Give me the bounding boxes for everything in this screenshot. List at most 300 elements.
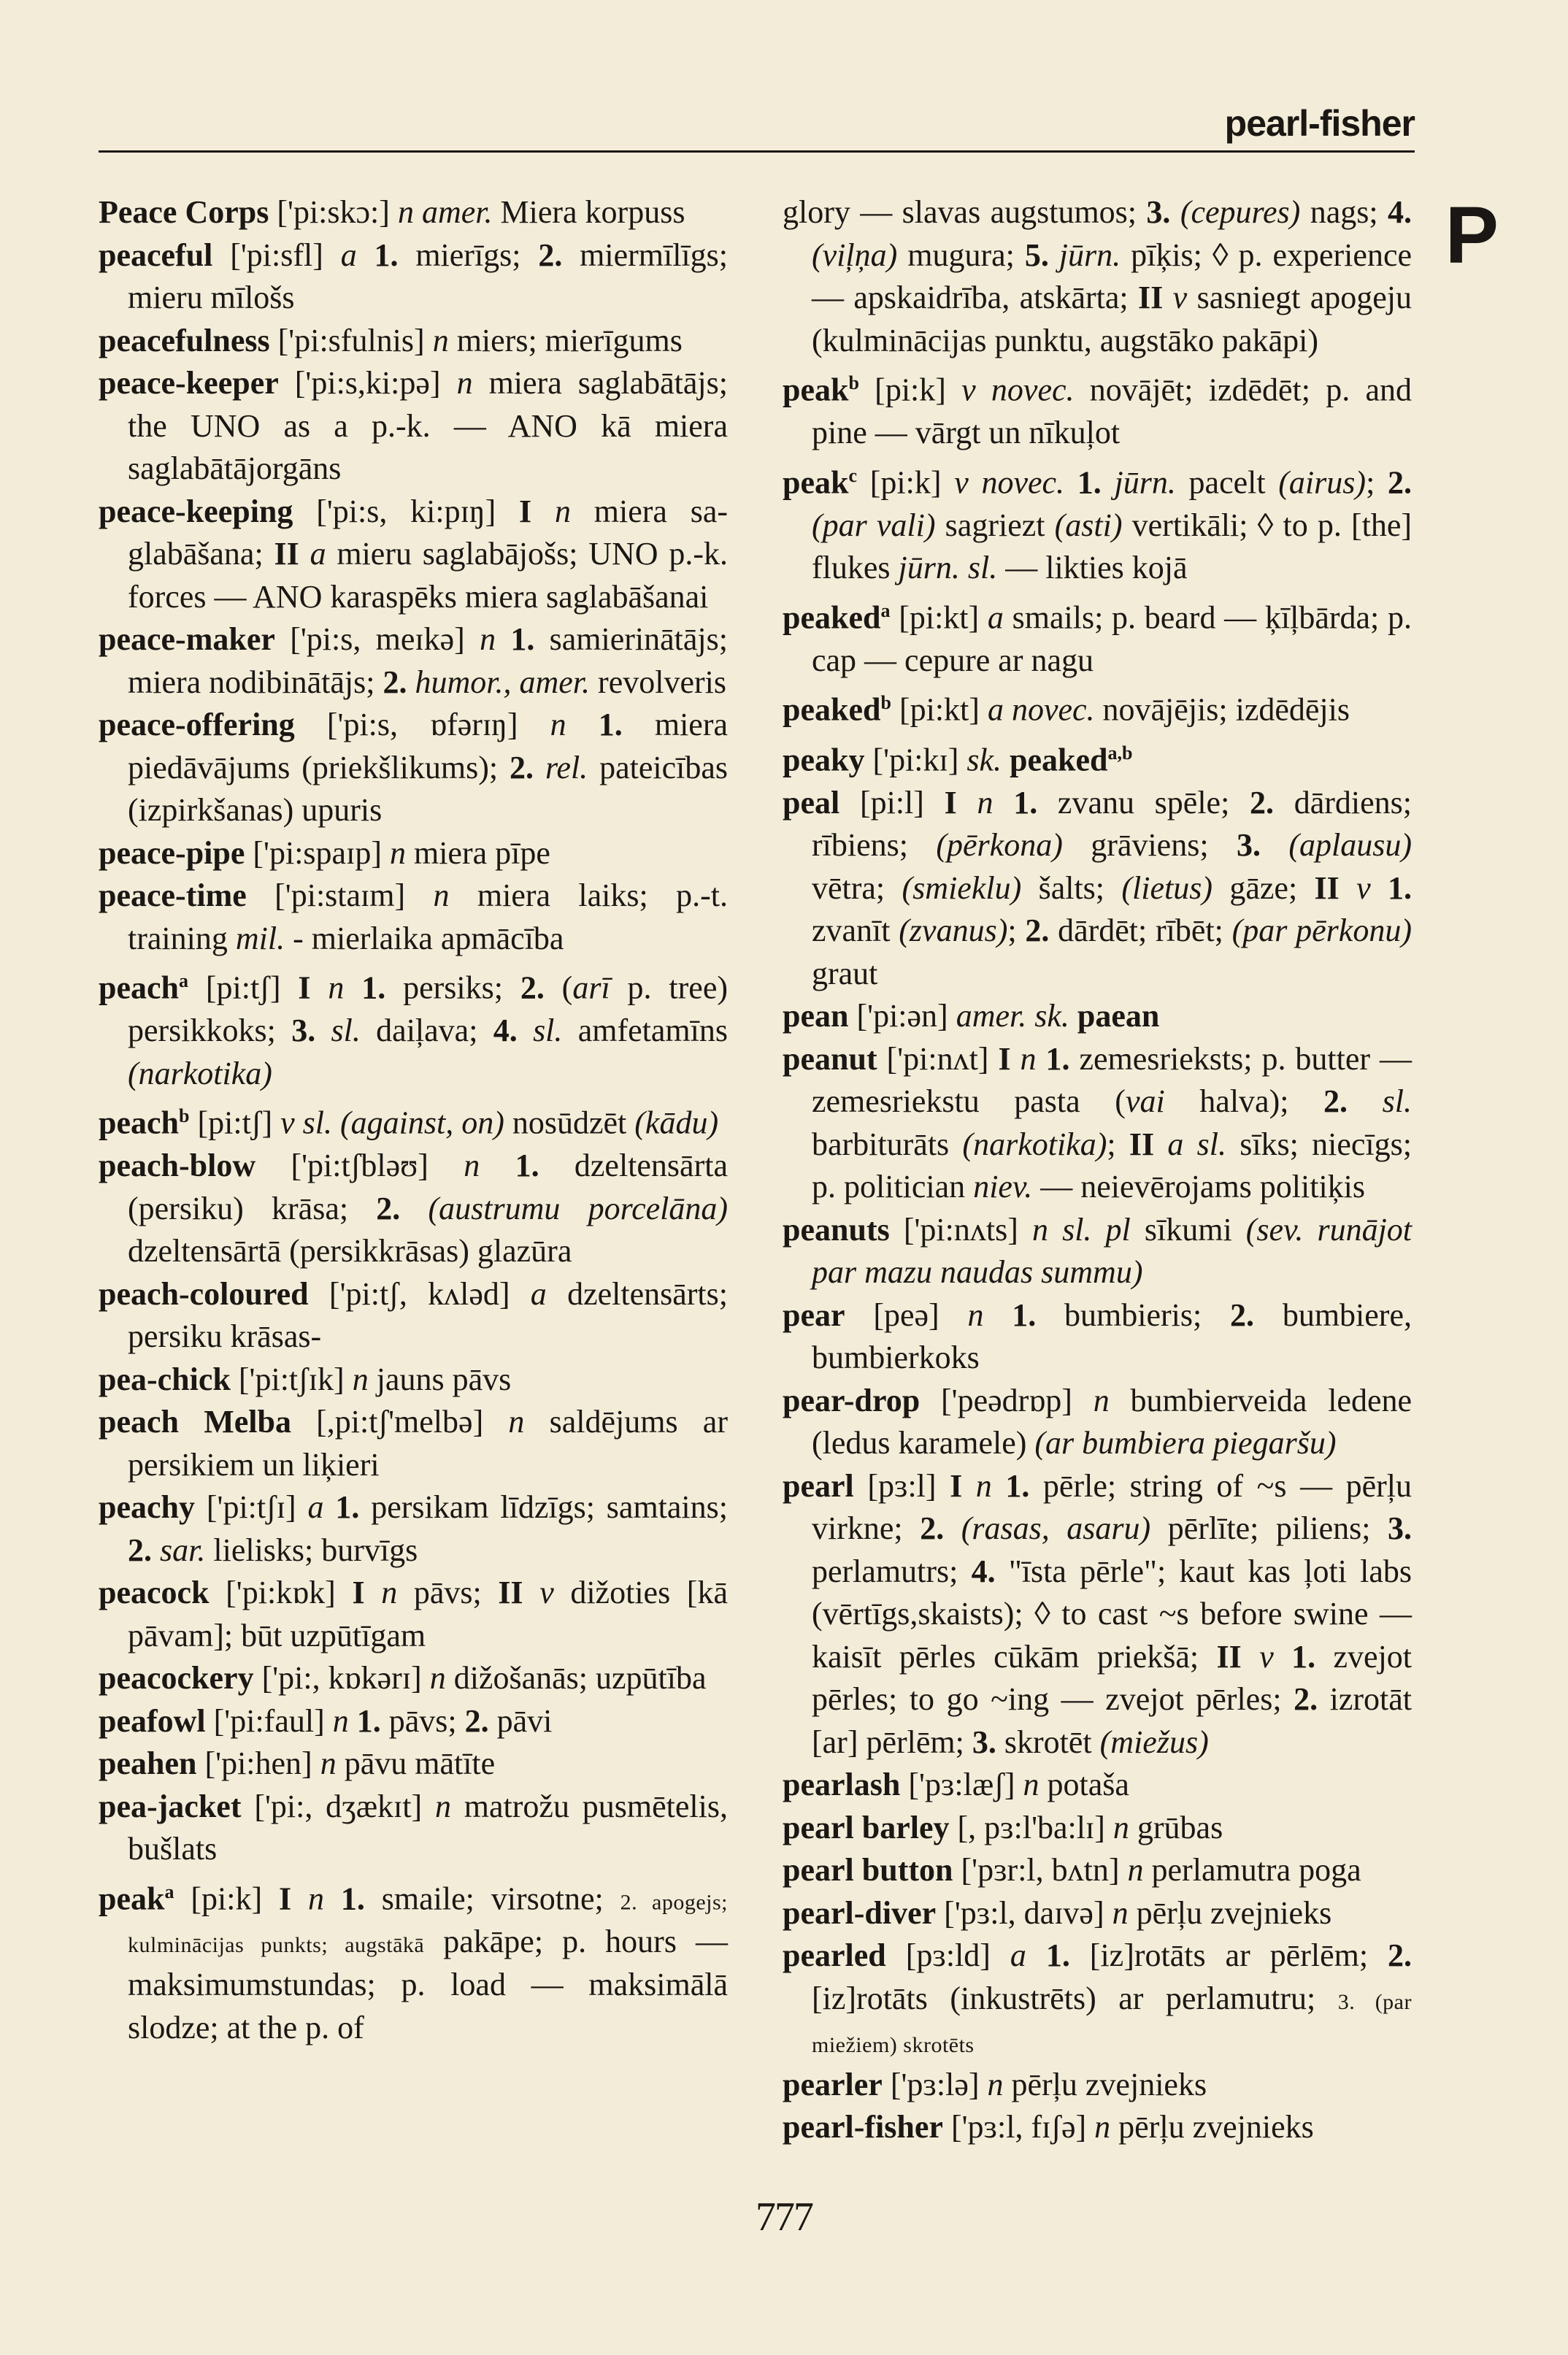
entry-text: izrotāt [ar] pērlēm; bbox=[812, 1681, 1412, 1760]
entry-text bbox=[1064, 464, 1077, 500]
grammar-label: n bbox=[508, 1404, 525, 1440]
grammar-label: n bbox=[389, 834, 406, 871]
entry-text: dzeltensārtā (persikkrāsas) glazūra bbox=[128, 1233, 572, 1269]
entry-text: [pɜ:ld] bbox=[885, 1937, 1010, 1974]
entry-text: bumbieris; bbox=[1036, 1296, 1231, 1333]
entry-text: mugura; bbox=[897, 237, 1025, 273]
grammar-label: n bbox=[464, 1148, 480, 1184]
headword: peach-coloured bbox=[99, 1275, 309, 1312]
entry-text: ['pi:ən] bbox=[848, 998, 956, 1034]
headword: peafowl bbox=[99, 1702, 206, 1739]
entry-text: barbiturāts bbox=[812, 1126, 963, 1162]
grammar-label: n bbox=[352, 1361, 369, 1397]
entry-text bbox=[480, 1148, 515, 1183]
grammar-label: v bbox=[539, 1575, 554, 1611]
headword: peace-time bbox=[99, 877, 247, 913]
entry-text: vētra; bbox=[812, 869, 902, 906]
entry-text bbox=[1348, 1083, 1383, 1119]
homonym-superscript: a bbox=[880, 599, 891, 621]
headword: 1. bbox=[374, 237, 399, 273]
entry-text bbox=[518, 1013, 533, 1048]
entry-text: dzeltensārta (persiku) krāsa; bbox=[128, 1148, 728, 1226]
entry-text bbox=[344, 970, 361, 1006]
headword: II bbox=[1314, 869, 1340, 906]
entry-text: dārdiens; rībiens; bbox=[812, 784, 1413, 864]
dictionary-entry bbox=[99, 704, 728, 832]
headword: pea-chick bbox=[99, 1361, 231, 1397]
grammar-label: sl. bbox=[1382, 1083, 1412, 1120]
homonym-superscript: b bbox=[179, 1105, 190, 1127]
grammar-label: (ar bumbiera piegaršu) bbox=[1034, 1425, 1337, 1461]
grammar-label: a sl. bbox=[1167, 1126, 1226, 1162]
homonym-superscript: b bbox=[880, 692, 891, 714]
headword: 1. bbox=[1045, 1040, 1070, 1077]
entry-text: [iz]rotāts (inkustrēts) ar perlamutru; bbox=[812, 1980, 1338, 2016]
dictionary-entry bbox=[99, 1273, 728, 1359]
grammar-label: n bbox=[975, 1467, 992, 1504]
dictionary-entry bbox=[99, 875, 728, 960]
header-rule bbox=[99, 150, 1415, 153]
grammar-label: v novec. bbox=[961, 372, 1075, 408]
grammar-label: n bbox=[1112, 1809, 1129, 1845]
entry-text bbox=[1340, 870, 1356, 906]
entry-text bbox=[1026, 1937, 1046, 1973]
headword: 1. bbox=[1012, 1296, 1037, 1333]
headword: 2. bbox=[538, 237, 563, 273]
headword: pearler bbox=[783, 2066, 883, 2102]
headword: peace-pipe bbox=[99, 834, 245, 871]
entry-text: saldējums ar persikiem un liķieri bbox=[128, 1404, 728, 1483]
headword: 1. bbox=[1388, 869, 1413, 906]
grammar-label: arī bbox=[572, 969, 610, 1006]
entry-text: miers; mierīgums bbox=[448, 322, 683, 358]
entry-text: bumbierveida ledene (ledus karamele) bbox=[812, 1382, 1412, 1461]
dictionary-entry bbox=[99, 960, 728, 1095]
headword: peaked bbox=[783, 692, 881, 729]
entry-text: "īsta pērle"; kaut kas ļoti labs (vērtīgs,skaists); ◊ to cast ~s before swine — kaisīt pērles cūkām priekšā; bbox=[812, 1553, 1413, 1675]
entry-text bbox=[1242, 1639, 1259, 1675]
headword: I bbox=[298, 969, 311, 1006]
entry-text bbox=[1274, 1639, 1291, 1675]
dictionary-entry bbox=[99, 1700, 728, 1743]
headword: pearl-fisher bbox=[783, 2109, 943, 2145]
headword: peak bbox=[783, 464, 849, 501]
dictionary-entry bbox=[99, 618, 728, 704]
headword: 2. bbox=[1294, 1681, 1318, 1718]
dictionary-entry bbox=[99, 1871, 728, 2050]
entry-text: [iz]rotāts ar pērlēm; bbox=[1069, 1937, 1388, 1974]
grammar-label: (sev. runājot par mazu naudas summu) bbox=[812, 1211, 1413, 1291]
entry-text: pāvs; bbox=[397, 1575, 499, 1611]
entry-text bbox=[291, 1880, 308, 1916]
grammar-label: n bbox=[554, 493, 571, 529]
entry-text: perlamutrs; bbox=[812, 1553, 972, 1589]
entry-text: pērļu zvejnieks bbox=[1110, 2109, 1314, 2145]
grammar-label: n sl. pl bbox=[1031, 1211, 1131, 1248]
headword: 3. bbox=[1236, 827, 1261, 864]
headword: pearl-diver bbox=[783, 1894, 937, 1931]
homonym-superscript: a bbox=[164, 1880, 174, 1902]
entry-text: nags; bbox=[1300, 194, 1388, 230]
entry-text bbox=[1261, 827, 1288, 863]
grammar-label: n bbox=[381, 1575, 398, 1611]
entry-text: zvanu spēle; bbox=[1037, 784, 1250, 821]
entry-text: novājēt; izdēdēt; p. and pine — vārgt un nīkuļot bbox=[812, 372, 1412, 451]
homonym-superscript: c bbox=[848, 464, 858, 486]
headword: 3. bbox=[1146, 194, 1171, 230]
grammar-label: n bbox=[967, 1296, 984, 1333]
grammar-label: a bbox=[340, 237, 357, 273]
entry-text: zvanīt bbox=[812, 913, 899, 949]
entry-text: ['pɜ:l, fɪʃə] bbox=[942, 2109, 1095, 2145]
headword: 4. bbox=[1388, 194, 1412, 230]
entry-text: halva); bbox=[1164, 1083, 1324, 1120]
headword: 2. bbox=[128, 1532, 152, 1568]
grammar-label: n bbox=[1094, 2109, 1111, 2145]
headword: peak bbox=[783, 372, 849, 408]
entry-text bbox=[1002, 742, 1010, 777]
entry-text: sīks; niecīgs; p. politician bbox=[812, 1126, 1412, 1205]
headword: peace-keeping bbox=[99, 493, 293, 529]
entry-text: miera piedāvājums (priekšlikums); bbox=[128, 707, 729, 785]
entry-text: zvejot pērles; to go ~ing — zvejot pērles; bbox=[812, 1638, 1413, 1718]
grammar-label: amer. sk. bbox=[956, 998, 1069, 1034]
grammar-label: vai bbox=[1125, 1083, 1165, 1120]
entry-text bbox=[365, 1575, 382, 1610]
entry-text: ; bbox=[1107, 1126, 1129, 1162]
entry-text: smaile; virsotne; bbox=[364, 1880, 620, 1917]
grammar-label: mil. bbox=[235, 920, 285, 956]
dictionary-entry bbox=[99, 191, 728, 234]
dictionary-entry bbox=[99, 1486, 728, 1572]
grammar-label: (austrumu porcelāna) bbox=[428, 1190, 728, 1226]
entry-text: pāvs; bbox=[380, 1702, 465, 1739]
grammar-label: (par pērkonu) bbox=[1231, 913, 1412, 949]
headword: 1. bbox=[335, 1489, 360, 1526]
entry-text: ['pɜr:l, bʌtn] bbox=[953, 1852, 1128, 1889]
entry-text: pērle; string of ~s — pērļu virkne; bbox=[812, 1467, 1413, 1547]
grammar-label: n bbox=[328, 969, 345, 1006]
entry-text: ; bbox=[1366, 464, 1388, 501]
entry-text bbox=[1371, 870, 1388, 906]
grammar-label: sl. bbox=[533, 1013, 563, 1049]
headword: peach Melba bbox=[99, 1404, 291, 1440]
entry-text: ['pi:s, ki:pɪŋ] bbox=[293, 493, 520, 529]
grammar-label: n bbox=[308, 1880, 325, 1917]
headword: 1. bbox=[598, 707, 623, 742]
entry-text: dzeltensārts; persiku krāsas- bbox=[128, 1275, 728, 1355]
entry-text bbox=[1011, 1041, 1021, 1077]
entry-text: ['pi:, kɒkərɪ] bbox=[253, 1660, 430, 1697]
headword: 3. bbox=[1388, 1510, 1412, 1547]
headword: 2. bbox=[464, 1702, 489, 1739]
entry-text: [pɜ:l] bbox=[853, 1467, 950, 1504]
entry-text bbox=[534, 750, 545, 785]
headword: peanuts bbox=[783, 1211, 890, 1248]
entry-text: ['pi:hen] bbox=[196, 1745, 320, 1782]
headword: 1. bbox=[361, 969, 386, 1006]
headword: 4. bbox=[971, 1553, 996, 1589]
entry-text: pāvi bbox=[488, 1702, 553, 1739]
entry-text: ['pi:s, ɒfərɪŋ] bbox=[294, 707, 550, 742]
headword: 1. bbox=[1045, 1937, 1070, 1974]
entry-text: ['pi:tʃbləʊ] bbox=[255, 1148, 464, 1184]
grammar-label: n bbox=[480, 621, 496, 657]
entry-text: smails; p. beard — ķīļbārda; p. cap — cepure ar nagu bbox=[812, 599, 1412, 678]
entry-text: revolveris bbox=[590, 664, 726, 700]
entry-text: zemesrieksts; p. butter — zemesriekstu pasta ( bbox=[812, 1040, 1413, 1120]
entry-text: sagriezt bbox=[935, 507, 1055, 543]
entry-text: pacelt bbox=[1175, 464, 1279, 501]
dictionary-entry bbox=[783, 682, 1412, 731]
grammar-label: n bbox=[434, 1788, 451, 1824]
grammar-label: n bbox=[320, 1745, 337, 1782]
dictionary-entry bbox=[99, 1401, 728, 1486]
headword: 1. bbox=[1013, 784, 1038, 821]
entry-text: šalts; bbox=[1021, 869, 1122, 906]
entry-text: ['pi:tʃɪk] bbox=[230, 1361, 353, 1397]
grammar-label: a bbox=[307, 1489, 324, 1526]
headword: II bbox=[498, 1575, 523, 1611]
entry-text: [,pi:tʃ'melbə] bbox=[291, 1404, 509, 1440]
headword: pearled bbox=[783, 1937, 886, 1974]
entry-text: - mierlaika apmācība bbox=[285, 920, 564, 956]
headword: peach-blow bbox=[99, 1148, 256, 1184]
grammar-label: (narkotika) bbox=[962, 1126, 1107, 1162]
grammar-label: (airus) bbox=[1278, 464, 1367, 501]
grammar-label: a bbox=[530, 1275, 547, 1312]
grammar-label: (viļņa) bbox=[812, 237, 898, 273]
entry-text: ; bbox=[1007, 913, 1026, 949]
entry-text: ['pɜ:læʃ] bbox=[900, 1767, 1023, 1803]
headword: peal bbox=[783, 784, 840, 821]
grammar-label: jūrn. sl. bbox=[898, 550, 998, 586]
entry-text bbox=[1049, 237, 1059, 273]
entry-text bbox=[324, 1489, 336, 1525]
grammar-label: niev. bbox=[973, 1169, 1033, 1205]
homonym-superscript: b bbox=[848, 372, 859, 393]
dictionary-entry bbox=[99, 1786, 728, 1871]
grammar-label: n bbox=[432, 322, 449, 358]
headword: pea-jacket bbox=[99, 1788, 242, 1824]
entry-text: persiks; bbox=[385, 969, 520, 1006]
entry-text: potaša bbox=[1039, 1767, 1129, 1803]
grammar-label: (kādu) bbox=[634, 1104, 719, 1141]
headword: 4. bbox=[493, 1013, 518, 1049]
dictionary-entry bbox=[783, 995, 1412, 1038]
headword: 3. bbox=[291, 1013, 316, 1049]
headword: peach bbox=[99, 969, 179, 1006]
entry-text: ['pɜ:lə] bbox=[882, 2066, 988, 2102]
dictionary-entry bbox=[99, 234, 728, 320]
dictionary-entry bbox=[783, 1038, 1412, 1209]
entry-text: [pi:l] bbox=[839, 784, 945, 821]
dictionary-entry bbox=[99, 1572, 728, 1657]
headword: pean bbox=[783, 998, 849, 1034]
dictionary-entry bbox=[783, 1764, 1412, 1807]
entry-text: [pi:tʃ] bbox=[188, 969, 299, 1006]
entry-text: miera saglabāšana; bbox=[128, 493, 729, 572]
headword: 2. bbox=[1388, 464, 1412, 501]
entry-text: dižoties [kā pāvam]; būt uzpūtīgam bbox=[128, 1575, 728, 1653]
headword: 2. bbox=[1323, 1083, 1348, 1120]
grammar-label: sl. bbox=[331, 1013, 361, 1049]
headword: peaceful bbox=[99, 237, 213, 273]
entry-text bbox=[944, 1510, 961, 1546]
entry-text: pateicības (izpirkšanas) upuris bbox=[128, 749, 728, 828]
headword: 2. bbox=[510, 749, 534, 785]
grammar-label: n bbox=[1112, 1894, 1129, 1931]
entry-text bbox=[962, 1468, 976, 1504]
entry-text: 3. (par miežiem) skrotēts bbox=[812, 1989, 1412, 2057]
dictionary-entry bbox=[783, 455, 1412, 590]
headword: pearl bbox=[783, 1467, 854, 1504]
headword: peace-offering bbox=[99, 707, 295, 742]
grammar-label: n bbox=[977, 784, 994, 821]
grammar-label: n bbox=[1127, 1852, 1144, 1889]
entry-text: sīkumi bbox=[1130, 1211, 1246, 1248]
grammar-label: (asti) bbox=[1054, 507, 1123, 543]
dictionary-entry bbox=[99, 362, 728, 491]
entry-text: miera laiks; p.-t. training bbox=[128, 877, 728, 956]
page-number: 777 bbox=[756, 2194, 812, 2240]
grammar-label: n bbox=[987, 2066, 1004, 2102]
headword: 3. bbox=[972, 1724, 996, 1760]
entry-text bbox=[566, 707, 599, 742]
entry-text: daiļava; bbox=[360, 1013, 493, 1049]
dictionary-entry bbox=[783, 1892, 1412, 1935]
dictionary-entry bbox=[783, 1209, 1412, 1294]
grammar-label: v novec. bbox=[954, 464, 1065, 501]
entry-text: pāvu mātīte bbox=[336, 1745, 496, 1782]
grammar-label: sk. bbox=[966, 742, 1002, 778]
entry-text: [pi:kt] bbox=[890, 599, 988, 636]
entry-text: ['pi:s,ki:pə] bbox=[278, 365, 457, 401]
dictionary-entry bbox=[783, 362, 1412, 455]
entry-text: pērļu zvejnieks bbox=[1128, 1894, 1332, 1931]
entry-text: ['pi:sfl] bbox=[212, 237, 341, 273]
entry-text: ['pi:nʌt] bbox=[877, 1040, 999, 1077]
dictionary-entry bbox=[99, 1145, 728, 1273]
headword: II bbox=[1216, 1638, 1242, 1675]
headword: peacockery bbox=[99, 1660, 254, 1697]
grammar-label: (aplausu) bbox=[1288, 827, 1412, 864]
entry-text bbox=[523, 1575, 540, 1610]
entry-text bbox=[357, 237, 374, 273]
headword: 2. bbox=[1025, 913, 1050, 949]
entry-text bbox=[1170, 194, 1180, 230]
grammar-label: n amer. bbox=[397, 194, 493, 230]
entry-text: p. tree) persikkoks; bbox=[128, 969, 728, 1049]
entry-text: ['pi:, dʒækɪt] bbox=[241, 1788, 435, 1824]
dictionary-entry bbox=[99, 832, 728, 875]
dictionary-entry bbox=[99, 491, 728, 619]
entry-text: dižošanās; uzpūtība bbox=[445, 1660, 707, 1697]
entry-text bbox=[1163, 280, 1172, 315]
entry-text: sasniegt apogeju (kulminācijas punktu, augstāko pakāpi) bbox=[812, 280, 1412, 358]
entry-text bbox=[152, 1532, 160, 1568]
headword: paean bbox=[1077, 998, 1160, 1034]
dictionary-entry bbox=[783, 2106, 1412, 2149]
dictionary-entry bbox=[783, 191, 1412, 362]
headword: 2. bbox=[1388, 1937, 1412, 1974]
headword: 2. bbox=[376, 1190, 401, 1226]
dictionary-entry bbox=[783, 2064, 1412, 2107]
entry-text: miera saglabātājs; the UNO as a p.-k. — ANO kā miera saglabātājorgāns bbox=[128, 365, 728, 486]
headword: peacefulness bbox=[99, 322, 270, 358]
entry-text: [pi:k] bbox=[174, 1880, 280, 1917]
grammar-label: humor., amer. bbox=[415, 664, 591, 700]
grammar-label: rel. bbox=[545, 749, 588, 785]
entry-text bbox=[315, 1013, 331, 1048]
entry-text bbox=[310, 970, 328, 1006]
headword: 2. bbox=[520, 969, 545, 1006]
entry-text: ['pi:tʃ, kʌləd] bbox=[308, 1275, 531, 1312]
headword: peach bbox=[99, 1104, 179, 1141]
entry-text: [pi:kt] bbox=[891, 692, 988, 729]
grammar-label: v bbox=[1259, 1638, 1274, 1675]
grammar-label: (pērkona) bbox=[936, 827, 1063, 864]
right-column bbox=[783, 191, 1412, 2149]
headword: 1. bbox=[515, 1148, 539, 1184]
entry-text: grāviens; bbox=[1062, 827, 1237, 864]
entry-text bbox=[1037, 1041, 1046, 1077]
grammar-label: n bbox=[332, 1702, 349, 1739]
headword: 2. bbox=[1250, 784, 1275, 821]
entry-text bbox=[1069, 998, 1077, 1034]
dictionary-entry bbox=[783, 1465, 1412, 1764]
headword: peahen bbox=[99, 1745, 197, 1782]
headword: pearl button bbox=[783, 1852, 953, 1889]
entry-text: ( bbox=[544, 969, 573, 1006]
left-column bbox=[99, 191, 728, 2049]
grammar-label: (smieklu) bbox=[902, 869, 1022, 906]
entry-text: glory — slavas augstumos; bbox=[783, 194, 1147, 230]
grammar-label: n bbox=[1023, 1767, 1039, 1803]
entry-text: mierīgs; bbox=[398, 237, 539, 273]
headword: 2. bbox=[920, 1510, 945, 1547]
entry-text: vertikāli; ◊ to p. [the] flukes bbox=[812, 507, 1413, 586]
dictionary-entry bbox=[783, 1935, 1412, 2064]
entry-text bbox=[957, 785, 977, 821]
headword: 1. bbox=[340, 1880, 365, 1917]
dictionary-entry bbox=[99, 320, 728, 363]
entry-text: lielisks; burvīgs bbox=[205, 1532, 418, 1568]
entry-text: dārdēt; rībēt; bbox=[1049, 913, 1232, 949]
entry-text: miera pīpe bbox=[405, 834, 550, 871]
grammar-label: a bbox=[1010, 1937, 1026, 1974]
headword: peacock bbox=[99, 1575, 210, 1611]
entry-text: amfetamīns bbox=[562, 1013, 728, 1049]
entry-text: [pi:k] bbox=[858, 372, 962, 408]
entry-text: nosūdzēt bbox=[504, 1104, 635, 1141]
dictionary-entry bbox=[783, 1380, 1412, 1465]
entry-text bbox=[407, 664, 415, 700]
grammar-label: a bbox=[310, 536, 326, 572]
entry-text: novājējis; izdēdējis bbox=[1094, 692, 1350, 729]
grammar-label: (lietus) bbox=[1121, 869, 1213, 906]
entry-text: ['pi:faul] bbox=[205, 1702, 333, 1739]
grammar-label: jūrn. bbox=[1114, 464, 1176, 501]
entry-text: gāze; bbox=[1212, 869, 1315, 906]
dictionary-entry bbox=[99, 1657, 728, 1700]
headword: peaked bbox=[783, 599, 881, 636]
homonym-superscript: a,b bbox=[1107, 742, 1133, 764]
grammar-label: n bbox=[456, 365, 473, 401]
grammar-label: (rasas, asaru) bbox=[961, 1510, 1151, 1547]
dictionary-entry bbox=[99, 1095, 728, 1145]
entry-text: ['pi:kɒk] bbox=[209, 1575, 353, 1611]
